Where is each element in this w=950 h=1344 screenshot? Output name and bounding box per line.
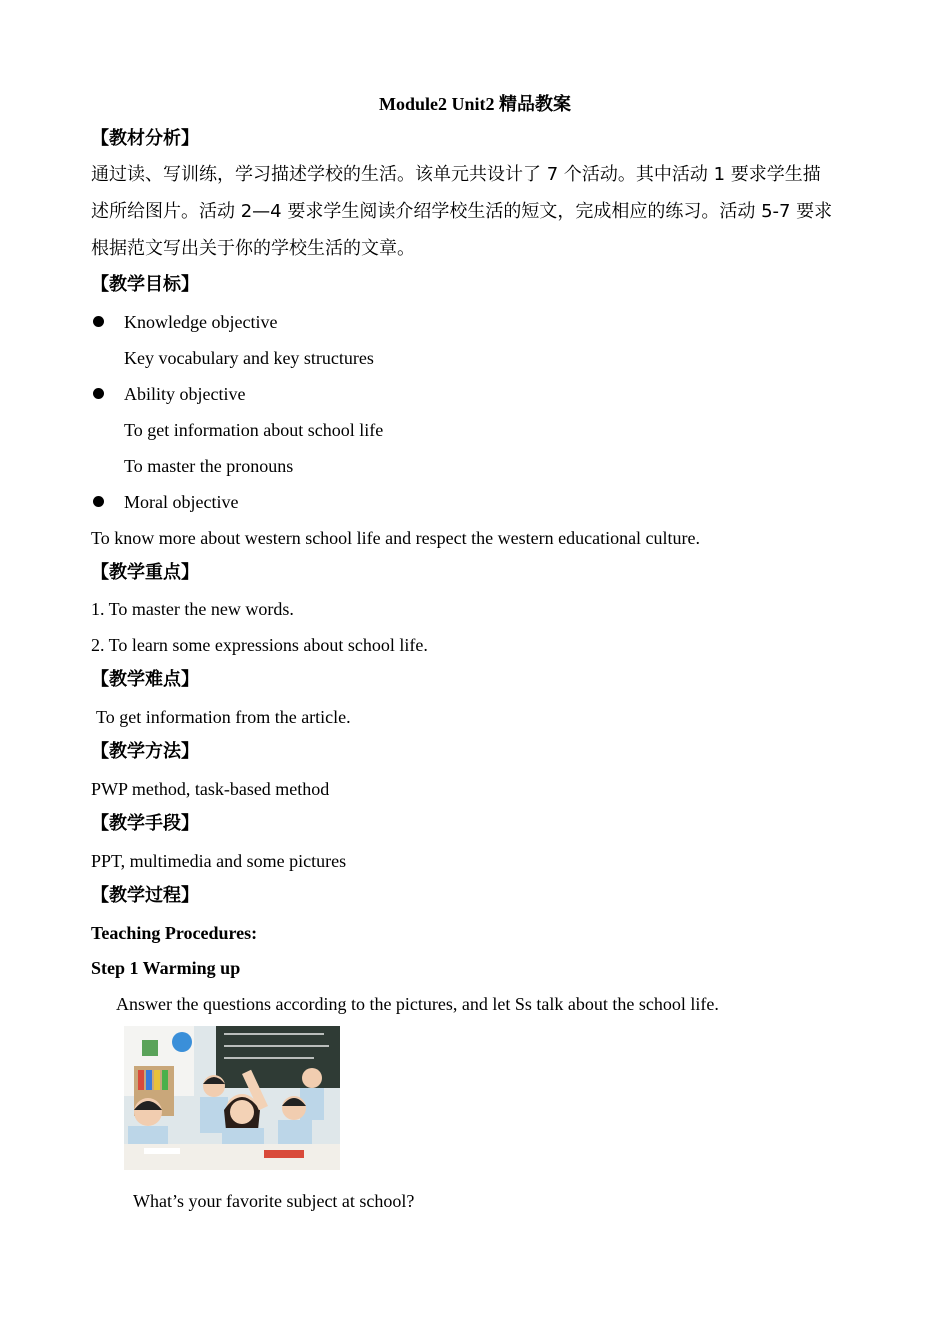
objective-detail: To master the pronouns (124, 456, 294, 476)
key-points-heading: 【教学重点】 (91, 562, 199, 583)
objectives-heading: 【教学目标】 (91, 274, 199, 295)
classroom-photo (124, 1026, 340, 1170)
step1-title: Step 1 Warming up (91, 958, 241, 978)
analysis-line: 根据范文写出关于你的学校生活的文章。 (91, 238, 415, 259)
analysis-heading: 【教材分析】 (91, 128, 199, 149)
bullet-icon (93, 496, 104, 507)
question-text: What’s your favorite subject at school? (133, 1191, 415, 1211)
method-text: PWP method, task-based method (91, 779, 330, 799)
moral-text: To know more about western school life and respect the western educational culture. (91, 528, 701, 548)
objective-label: Ability objective (124, 384, 246, 404)
objective-label: Moral objective (124, 492, 239, 512)
analysis-line: 通过读、写训练，学习描述学校的生活。该单元共设计了 7 个活动。其中活动 1 要求学生描 (91, 164, 821, 185)
procedures-title: Teaching Procedures: (91, 923, 258, 943)
method-heading: 【教学方法】 (91, 741, 199, 762)
process-heading: 【教学过程】 (91, 885, 199, 906)
analysis-line: 述所给图片。活动 2—4 要求学生阅读介绍学校生活的短文，完成相应的练习。活动 5-7 要求 (91, 201, 833, 222)
difficulty-heading: 【教学难点】 (91, 669, 199, 690)
objective-detail: To get information about school life (124, 420, 384, 440)
key-point: 2. To learn some expressions about school life. (91, 635, 428, 655)
bullet-icon (93, 316, 104, 327)
objective-detail: Key vocabulary and key structures (124, 348, 374, 368)
page-title: Module2 Unit2 精品教案 (378, 94, 571, 114)
key-point: 1. To master the new words. (91, 599, 294, 619)
step1-text: Answer the questions according to the pictures, and let Ss talk about the school life. (116, 994, 719, 1014)
objective-label: Knowledge objective (124, 312, 278, 332)
means-text: PPT, multimedia and some pictures (91, 851, 347, 871)
bullet-icon (93, 388, 104, 399)
difficulty-text: To get information from the article. (96, 707, 351, 727)
means-heading: 【教学手段】 (91, 813, 199, 834)
